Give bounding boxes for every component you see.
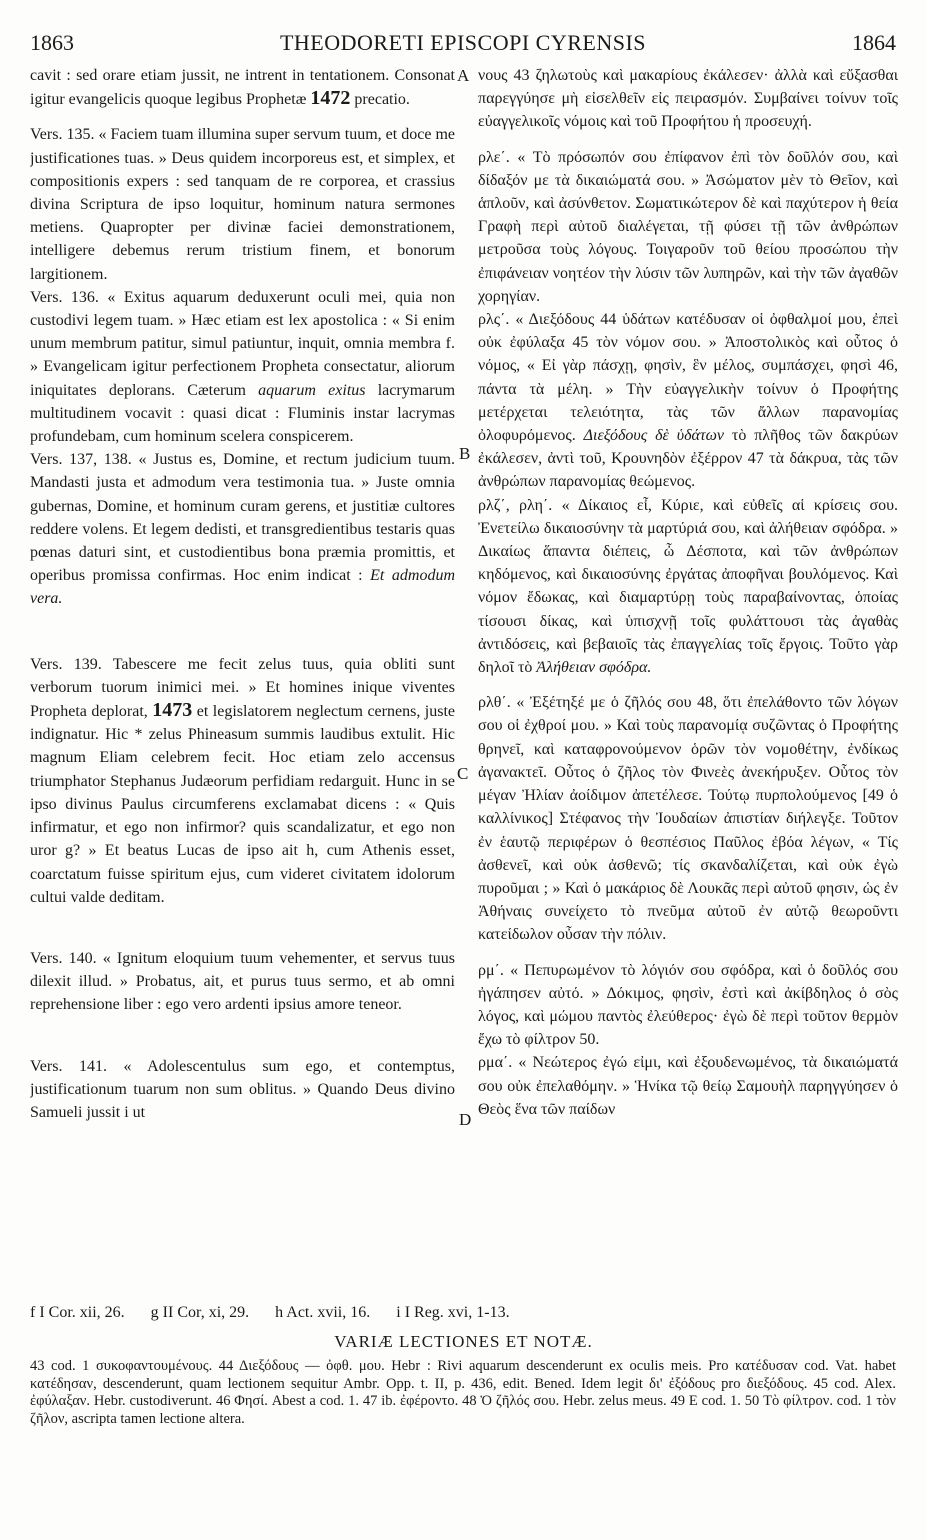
greek-paragraph: ρλθ΄. « Ἐξέτηξέ με ὁ ζῆλός σου 48, ὅτι ἐπελάθοντο τῶν λόγων σου οἱ ἐχθροί μου. » Καὶ τοὺς παρανομίᾳ συζῶντας ὁ Προφήτης θρηνεῖ, καὶ καταφρονούμενον ὁρῶν τὸν νομοθέτην, ἐνδίκως ἀγανακτεῖ. Οὗτος ὁ ζῆλος τὸν Φινεὲς ἀνεκήρυξεν. Οὗτος τὸν μέγαν Ἠλίαν ἀοίδιμον ἀπετέλεσε. Τούτῳ πυρπολούμενος [49 ὁ καλλίνικος] Στέφανος τὴν Ἰουδαίων ἀπιστίαν διήλεγξε. Τοῦτον ἐν ἑαυτῷ περιφέρων ὁ θεσπέσιος Παῦλος ἐβόα λέγων, « Τίς ἀσθενεῖ, καὶ οὐκ ἀσθενῶ; τίς σκανδαλίζεται, καὶ οὐκ ἐγὼ πυροῦμαι ; » Καὶ ὁ μακάριος δὲ Λουκᾶς περὶ αὐτοῦ φησιν, ὡς ἐν Ἀθήναις συνείχετο τὸ πνεῦμα αὐτοῦ ἐν αὐτῷ θεωροῦντι κατείδωλον οὖσαν τὴν πόλιν.	[478, 694, 898, 944]
scripture-references	[30, 1304, 896, 1322]
page-number-left: 1863	[30, 30, 74, 55]
text-span: lacrymarum multitudinem vocavit : quasi dicat : Fluminis instar lacrymas profundebam, cum hominum scelera conspicerem.	[30, 381, 455, 446]
italic-span: Διεξόδους δὲ ὑδάτων	[583, 427, 725, 445]
text-span: precatio.	[354, 91, 410, 109]
latin-paragraph	[30, 448, 455, 610]
variant-notes	[30, 1358, 896, 1428]
page-number-right: 1864	[852, 30, 896, 55]
latin-paragraph: Vers. 141. « Adolescentulus sum ego, et contemptus, justificationum tuarum non sum oblitus. » Quando Deus divino Samueli jussit i ut	[30, 1057, 455, 1121]
greek-paragraph: νους 43 ζηλωτοὺς καὶ μακαρίους ἐκάλεσεν· ἀλλὰ καὶ εὔξασθαι παρεγγύησε μὴ εἰσελθεῖν εἰς πειρασμόν. Συμβαίνει τοίνυν τοῖς εὐαγγελικοῖς νόμοις καὶ τοῦ Προφήτου ἡ προσευχή.	[478, 67, 898, 131]
italic-span: Et admodum vera.	[30, 567, 455, 608]
greek-paragraph: ρμ΄. « Πεπυρωμένον τὸ λόγιόν σου σφόδρα, καὶ ὁ δοῦλός σου ἠγάπησεν αὐτό. » Δόκιμος, φησὶν, ἐστὶ καὶ ἀκίβδηλος ὁ σὸς λόγος, καὶ μώμου παντὸς ἐλεύθερος· ἐγὼ δὲ περὶ τοῦτον θερμὸν ἔχω τὸ φίλτρον 50.	[478, 961, 898, 1049]
section-marker-a: A	[457, 66, 470, 85]
text-span: τὸ πλῆθος τῶν δακρύων ἐκάλεσεν, ἀντὶ τοῦ, Κρουνηδὸν ἐξέρρον 47 τὰ δάκρυα, τὰς τῶν ἀνθρώπων παρανομίας θεώμενος.	[478, 427, 898, 491]
greek-paragraph	[478, 308, 898, 494]
latin-paragraph: Vers. 140. « Ignitum eloquium tuum vehementer, et servus tuus dilexit illud. » Probatus, ait, et purus tuus sermo, et ab omni reprehensione liber : ego vero ardenti ipsius amore teneor.	[30, 949, 455, 1014]
column-number: 1472	[310, 87, 351, 110]
greek-paragraph: ρλε΄. « Τὸ πρόσωπόν σου ἐπίφανον ἐπὶ τὸν δοῦλόν σου, καὶ δίδαξόν με τὰ δικαιώματά σου. » Ἀσώματον μὲν τὸ Θεῖον, καὶ ἁπλοῦν, καὶ ἀσύνθετον. Σωματικώτερον δὲ καὶ παχύτερον ἡ θεία Γραφὴ περὶ αὐτοῦ διαλέγεται, τῇ φύσει τῇ τῶν ἀνθρώπων μετροῦσα τοὺς λόγους. Τοιγαροῦν τοῦ θείου προσώπου τὴν ἐπιφάνειαν νοητέον τὴν λύσιν τῶν λυπηρῶν, καὶ τὴν τῶν ἀγαθῶν χορηγίαν.	[478, 148, 898, 305]
section-marker-c: C	[457, 764, 469, 783]
latin-paragraph	[30, 64, 455, 111]
italic-span: aquarum exitus	[258, 381, 366, 399]
notes-heading: VARIÆ LECTIONES ET NOTÆ.	[334, 1332, 593, 1351]
section-marker-d: D	[459, 1110, 472, 1129]
latin-paragraph: Vers. 135. « Faciem tuam illumina super servum tuum, et doce me justificationes tuas. » Deus quidem incorporeus est, et simplex, et compositionis expers : sed tanquam de re corporea, et crassius divina Scriptura de ipso loquitur, hominum natura sermones metiens. Quapropter per divinæ faciei demonstrationem, intelligere debemus rerum tristium finem, et bonorum largitionem.	[30, 126, 455, 283]
italic-span: Ἀλήθειαν σφόδρα.	[536, 659, 652, 677]
footnote-ref: h Act. xvii, 16.	[275, 1304, 371, 1321]
page-header	[30, 30, 896, 60]
latin-column	[30, 64, 455, 1304]
text-span: ρλς΄. « Διεξόδους 44 ὑδάτων κατέδυσαν οἱ ὀφθαλμοί μου, ἐπεὶ οὐκ ἐφύλαξα 45 τὸν νόμον σου. » Ἀποστολικὸς καὶ οὗτος ὁ νόμος, « Εἰ γὰρ πάσχῃ, φησὶν, ἓν μέλος, συμπάσχει, φησὶ 46, πάντα τὰ μέλη. » Τὴν εὐαγγελικὴν τοίνυν ὁ Προφήτης μετέρχεται τελειότητα, τὰς τῶν ἄλλων παρανομίας ὀλοφυρόμενος.	[478, 311, 898, 445]
greek-paragraph: ρμα΄. « Νεώτερος ἐγώ εἰμι, καὶ ἐξουδενωμένος, τὰ δικαιώματά σου οὐκ ἐπελαθόμην. » Ἡνίκα τῷ θείῳ Σαμουὴλ παρηγγύησεν ὁ Θεὸς ἕνα τῶν παίδων	[478, 1054, 898, 1118]
text-span: Vers. 136. « Exitus aquarum deduxerunt oculi mei, quia non custodivi legem tuam. » Hæc etiam est lex apostolica : « Si enim unum membrum patitur, simul patiuntur, inquit, omnia membra f. » Evangelicam igitur perfectionem Propheta consectatur, aliorum iniquitates deplorans. Cæterum	[30, 288, 455, 399]
greek-column	[478, 64, 898, 1304]
section-marker-b: B	[459, 444, 471, 463]
notes-text: 43 cod. 1 συκοφαντουμένους. 44 Διεξόδους — ὀφθ. μου. Hebr : Rivi aquarum descenderunt ex oculis meis. Pro κατέδυσαν cod. Vat. habet κατέδησαν, descenderunt, quam lectionem sequitur Ambr. Opp. t. II, p. 436, edit. Bened. Idem legit δι' ἐξόδους pro διεξόδους. 45 cod. Alex. ἐφύλαξαν. Hebr. custodiverunt. 46 Φησί. Abest a cod. 1. 47 ib. ἐφέροντο. 48 Ὁ ζῆλός σου. Hebr. zelus meus. 49 E cod. 1. 50 Τὸ φίλτρον. cod. 1 τὸν ζῆλον, ascripta tamen lectione altera.	[30, 1358, 896, 1427]
footnote-ref: i I Reg. xvi, 1-13.	[396, 1304, 510, 1321]
footnote-ref: g II Cor, xi, 29.	[150, 1304, 250, 1321]
text-span: Vers. 139. Tabescere me fecit zelus tuus, quia obliti sunt verborum tuorum inimici mei. » Et homines inique viventes Propheta deplorat,	[30, 655, 455, 721]
column-number: 1473	[152, 699, 193, 722]
text-span: ρλζ΄, ρλη΄. « Δίκαιος εἶ, Κύριε, καὶ εὐθεῖς αἱ κρίσεις σου. Ἐνετείλω δικαιοσύνην τὰ μαρτύριά σου, καὶ ἀλήθειαν σφόδρα. » Δικαίως ἅπαντα διέπεις, ὦ Δέσποτα, καὶ τῶν ἀνθρώπων κηδόμενος, καὶ δικαιοσύνης ἐργάτας ἀποφῆναι βουλόμενος. Καὶ νόμον ἔδωκας, καὶ διαμαρτύρῃ τοὺς παραβαίνοντας, ὁποίας τίσουσι δίκας, καὶ ὑπισχνῇ τοῖς φυλάττουσι τὰς ἀγαθὰς ἀντιδόσεις, καὶ βεβαιοῖς τὰς ἐπαγγελίας τοῖς ἔργοις. Τοῦτο γὰρ δηλοῖ τὸ	[478, 496, 898, 677]
running-title: THEODORETI EPISCOPI CYRENSIS	[279, 30, 647, 55]
footnote-ref: f I Cor. xii, 26.	[30, 1304, 125, 1321]
text-span: cavit : sed orare etiam jussit, ne intrent in tentationem. Consonat igitur evangelicis quoque legibus Prophetæ	[30, 67, 455, 109]
text-span: Vers. 137, 138. « Justus es, Domine, et rectum judicium tuum. Mandasti justa et admodum vera testimonia tua. » Juste omnia gubernas, Domine, et hominum curam gerens, et justitiæ cultores reddere volens. Et legem dedisti, et transgredientibus testaris quas pœnas daturi sint, et custodientibus bona præmia promittis, et operibus promissa confirmas. Hoc enim indicat :	[30, 451, 455, 585]
text-span: et legislatorem neglectum cernens, juste indignatur. Hic * zelus Phineasum summis laudibus extulit. Hic magnum Eliam celebrem fecit. Hoc etiam zelo accensus triumphator Stephanus Judæorum perfidiam redarguit. Hunc in se ipso divinus Paulus circumferens exclamabat dicens : « Quis infirmatur, et ego non infirmor? quis scandalizatur, et ego non uror g? » Et beatus Lucas de ipso ait h, cum Athenis esset, coarctatum fuisse spiritum ejus, cum videret civitatem idolorum cultui valde deditam.	[30, 703, 455, 906]
latin-paragraph	[30, 653, 455, 909]
latin-paragraph	[30, 286, 455, 448]
greek-paragraph	[478, 494, 898, 680]
